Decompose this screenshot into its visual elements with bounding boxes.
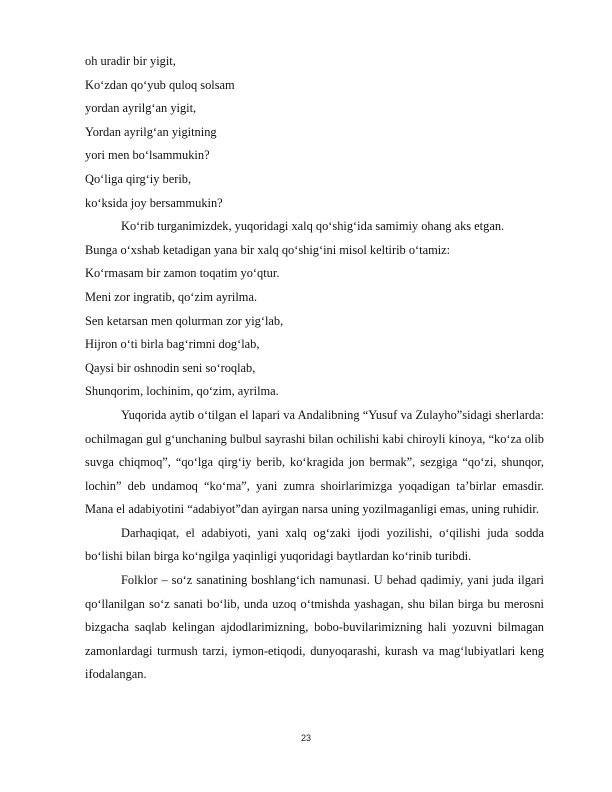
poem-line: Sen ketarsan men qolurman zor yig‘lab, <box>85 313 284 328</box>
paragraph: Darhaqiqat, el adabiyoti, yani xalq og‘zaki ijodi yozilishi, o‘qilishi juda sodda bo‘lishi bilan birga ko‘ngilga yaqinligi yuqoridagi baytlardan ko‘rinib turibdi. <box>85 525 544 564</box>
intro-line: Bunga o‘xshab ketadigan yana bir xalq qo‘shig‘ini misol keltirib o‘tamiz: <box>85 242 451 257</box>
poem-line: Qaysi bir oshnodin seni so‘roqlab, <box>85 360 256 375</box>
paragraph: Yuqorida aytib o‘tilgan el lapari va Andalibning “Yusuf va Zulayho”sidagi sherlarda: ochilmagan gul g‘unchaning bulbul sayrashi bilan ochilishi kabi chiroyli kinoya, “ko‘za olib suvga chiqmoq”, “qo‘lga qirg‘iy berib, ko‘kragida jon bermak”, sezgiga “qo‘zi, shunqor, lochin” deb undamoq “ko‘ma”, yani zumra shoirlarimizga yoqadigan ta’birlar emasdir. Mana el adabiyotini “adabiyot”dan ayirgan narsa uning yozilmaganligi emas, uning ruhidir. <box>85 407 544 517</box>
poem-line: Qo‘liga qirg‘iy berib, <box>85 171 192 186</box>
document-body <box>85 50 544 687</box>
poem-line: oh uradir bir yigit, <box>85 54 176 68</box>
poem-line: Hijron o‘ti birla bag‘rimni dog‘lab, <box>85 337 260 352</box>
poem-line: Ko‘rmasam bir zamon toqatim yo‘qtur. <box>85 266 280 281</box>
poem-line: Ko‘zdan qo‘yub quloq solsam <box>85 77 235 92</box>
poem-line: Meni zor ingratib, qo‘zim ayrilma. <box>85 289 258 304</box>
poem-line: yordan ayrilg‘an yigit, <box>85 101 197 116</box>
paragraph: Ko‘rib turganimizdek, yuqoridagi xalq qo‘shig‘ida samimiy ohang aks etgan. <box>121 219 505 234</box>
page-number: 23 <box>300 733 311 743</box>
poem-line: ko‘ksida joy bersammukin? <box>85 195 223 210</box>
poem-line: Shunqorim, lochinim, qo‘zim, ayrilma. <box>85 384 279 399</box>
poem-line: yori men bo‘lsammukin? <box>85 148 210 163</box>
paragraph: Folklor – so‘z sanatining boshlang‘ich namunasi. U behad qadimiy, yani juda ilgari qo‘llanilgan so‘z sanati bo‘lib, unda uzoq o‘tmishda yashagan, shu bilan birga bu merosni bizgacha saqlab kelingan ajdodlarimizning, bobo-buvilarimizning hali yozuvni bilmagan zamonlardagi turmush tarzi, iymon-etiqodi, dunyoqarashi, kurash va mag‘lubiyatlari keng ifodalangan. <box>85 573 544 682</box>
poem-line: Yordan ayrilg‘an yigitning <box>85 124 217 139</box>
